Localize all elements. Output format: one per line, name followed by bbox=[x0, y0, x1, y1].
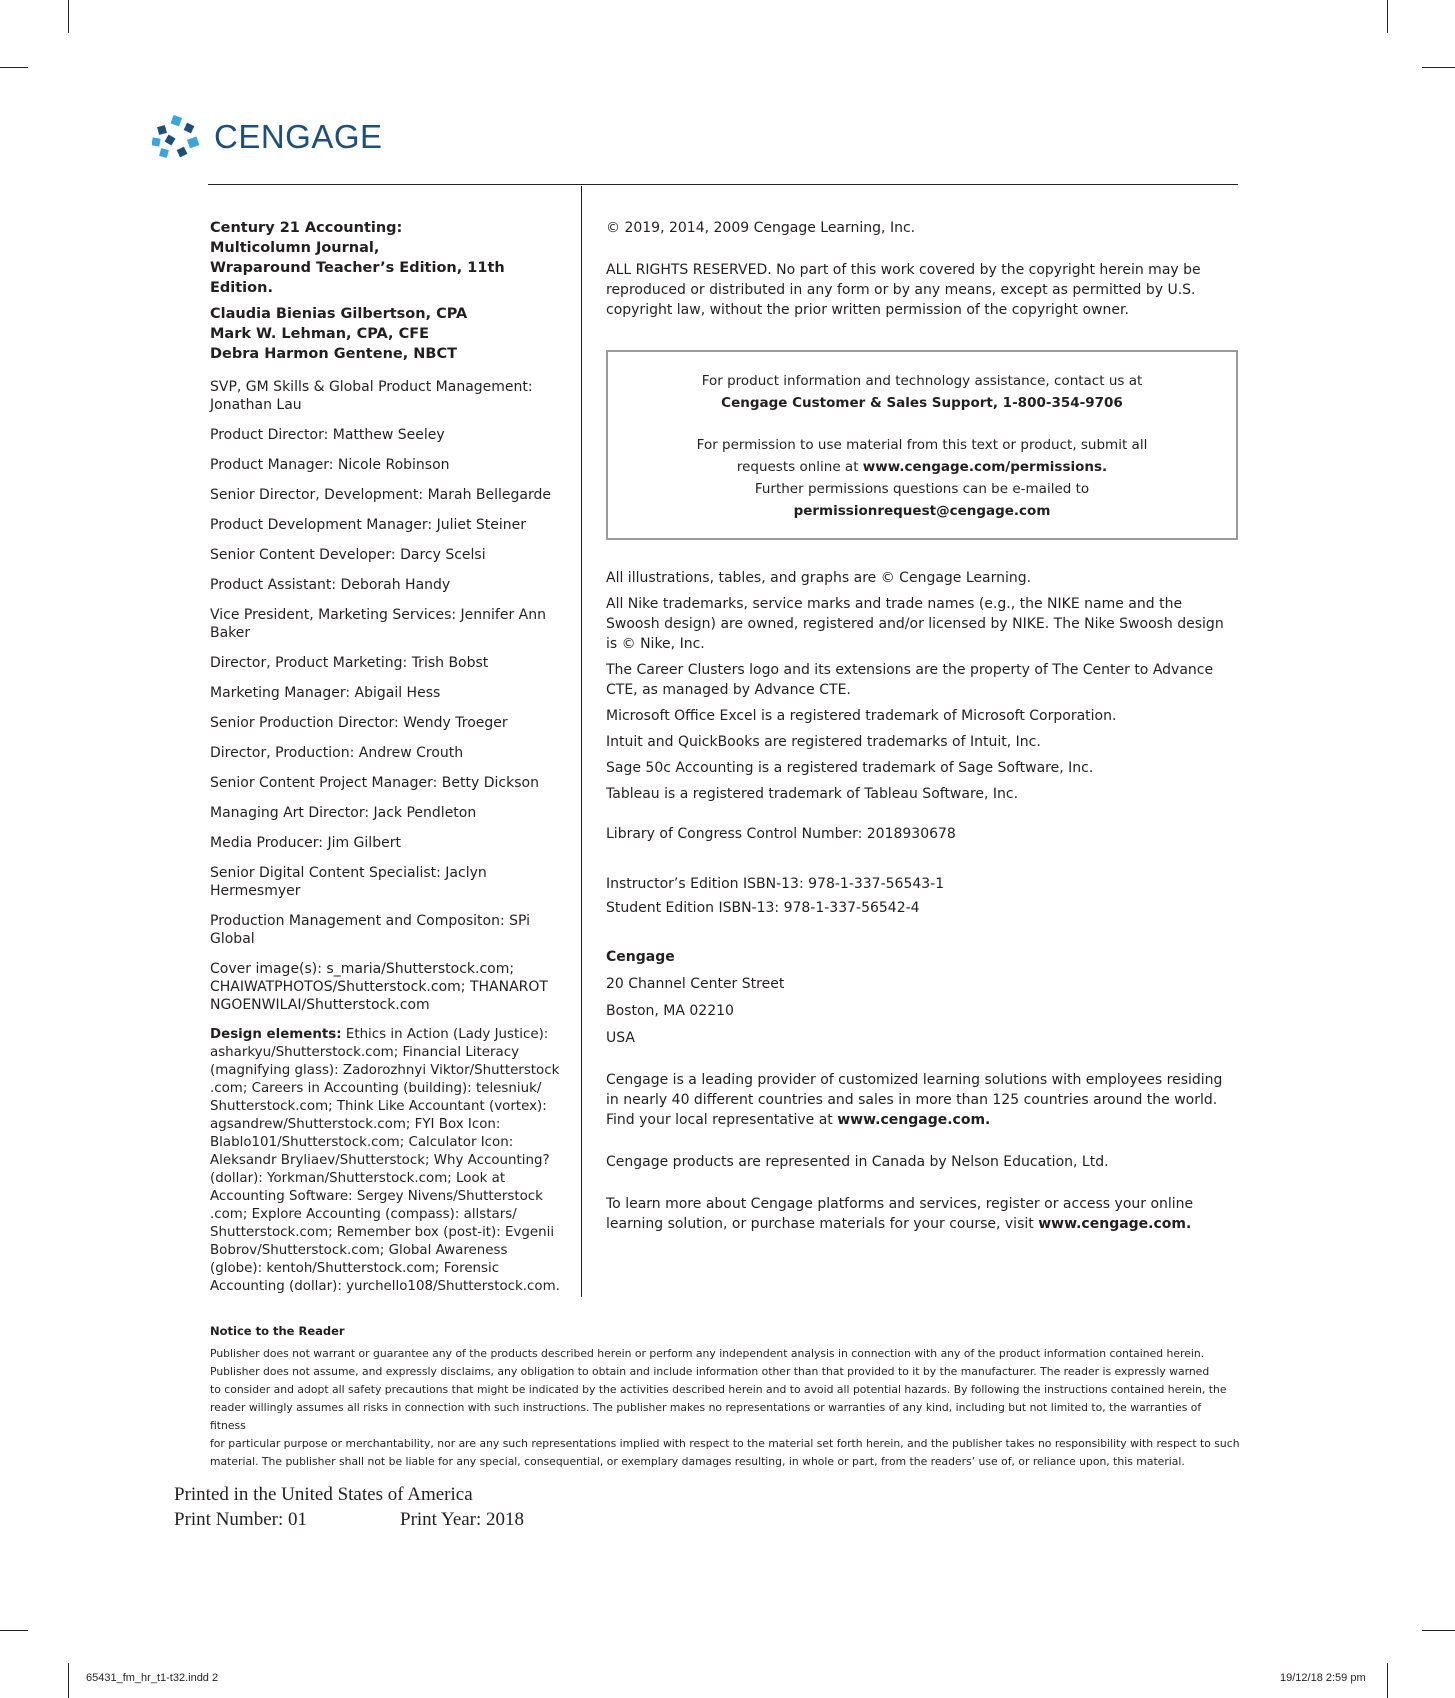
cengage-link[interactable]: www.cengage.com. bbox=[1038, 1216, 1192, 1232]
support-contact: Cengage Customer & Sales Support, 1-800-354-9706 bbox=[721, 395, 1123, 411]
permission-line: Further permissions questions can be e-mailed to bbox=[754, 481, 1090, 497]
crop-mark bbox=[0, 1630, 28, 1631]
about-text: Cengage is a leading provider of customized learning solutions with employees residing in nearly 40 different countries and sales in more than 125 countries around the world. Find your local representative at bbox=[606, 1072, 1223, 1128]
author: Mark W. Lehman, CPA, CFE bbox=[210, 326, 430, 342]
contact-box bbox=[606, 350, 1238, 540]
about-cengage bbox=[606, 1070, 1238, 1130]
book-title bbox=[210, 218, 562, 298]
footer-timestamp: 19/12/18 2:59 pm bbox=[1280, 1672, 1366, 1684]
crop-mark bbox=[0, 67, 28, 68]
crop-mark bbox=[68, 1663, 69, 1698]
book-title-line: Wraparound Teacher’s Edition, 11th Edition. bbox=[210, 260, 505, 296]
credit-line: Senior Production Director: Wendy Troeger bbox=[210, 715, 508, 731]
notice-line: Publisher does not assume, and expressly disclaims, any obligation to obtain and include information other than that provided to it by the manufacturer. The reader is expressly warned bbox=[210, 1365, 1210, 1378]
notice-to-reader bbox=[210, 1322, 1240, 1471]
crop-mark bbox=[1422, 67, 1455, 68]
credit-line: Director, Production: Andrew Crouth bbox=[210, 745, 464, 761]
trademark-line: Microsoft Office Excel is a registered trademark of Microsoft Corporation. bbox=[606, 708, 1117, 724]
credit-line: Vice President, Marketing Services: Jennifer Ann Baker bbox=[210, 607, 546, 641]
trademark-line: Intuit and QuickBooks are registered trademarks of Intuit, Inc. bbox=[606, 734, 1041, 750]
credit-line: Senior Director, Development: Marah Bellegarde bbox=[210, 487, 551, 503]
credit-line: Marketing Manager: Abigail Hess bbox=[210, 685, 441, 701]
contact-line: For product information and technology assistance, contact us at bbox=[701, 373, 1143, 389]
credit-line: Product Manager: Nicole Robinson bbox=[210, 457, 450, 473]
learn-more-text: To learn more about Cengage platforms and services, register or access your online learning solution, or purchase materials for your course, visit bbox=[606, 1196, 1194, 1232]
author: Debra Harmon Gentene, NBCT bbox=[210, 346, 458, 362]
design-elements-text: Ethics in Action (Lady Justice): asharkyu/Shutterstock.com; Financial Literacy (magnifying glass): Zadorozhnyi Viktor/Shutterstock .com; Careers in Accounting (building): telesniuk/ Shutterstock.com; Think Like Accountant (vortex): agsandrew/Shutterstock.com; FYI Box Icon: Blablo101/Shutterstock.com; Calculator Icon: Aleksandr Bryliaev/Shutterstock; Why Accounting? (dollar): Yorkman/Shutterstock.com; Look at Accounting Software: Sergey Nivens/Shutterstock .com; Explore Accounting (compass): allstars/ Shutterstock.com; Remember box (post-it): Evgenii Bobrov/Shutterstock.com; Global Awareness (globe): kentoh/Shutterstock.com; Forensic Accounting (dollar): yurchello108/Shutterstock.com. bbox=[210, 1027, 560, 1294]
top-rule bbox=[208, 184, 1238, 185]
publisher-name: Cengage bbox=[606, 949, 675, 965]
notice-line: Publisher does not warrant or guarantee any of the products described herein or perform any independent analysis in connection with any of the product information contained herein. bbox=[210, 1347, 1205, 1360]
cengage-logo-icon bbox=[152, 114, 202, 160]
notice-line: reader willingly assumes all risks in connection with such instructions. The publisher makes no representations or warranties of any kind, including but not limited to, the warranties of fitness bbox=[210, 1401, 1202, 1432]
permissions-email[interactable]: permissionrequest@cengage.com bbox=[793, 503, 1051, 519]
address-country: USA bbox=[606, 1030, 635, 1046]
crop-mark bbox=[1387, 0, 1388, 33]
notice-heading: Notice to the Reader bbox=[210, 1324, 345, 1338]
author: Claudia Bienias Gilbertson, CPA bbox=[210, 306, 468, 322]
credit-line: Product Development Manager: Juliet Steiner bbox=[210, 517, 527, 533]
crop-mark bbox=[1387, 1663, 1388, 1698]
trademark-line: All Nike trademarks, service marks and trade names (e.g., the NIKE name and the Swoosh design) are owned, registered and/or licensed by NIKE. The Nike Swoosh design is © Nike, Inc. bbox=[606, 596, 1224, 652]
footer-filename: 65431_fm_hr_t1-t32.indd 2 bbox=[86, 1672, 219, 1684]
cengage-logo-wordmark: CENGAGE bbox=[214, 118, 383, 155]
print-info bbox=[174, 1482, 524, 1532]
trademark-line: Tableau is a registered trademark of Tableau Software, Inc. bbox=[606, 786, 1019, 802]
credit-line: Cover image(s): s_maria/Shutterstock.com; CHAIWATPHOTOS/Shutterstock.com; THANAROT NGOENWILAI/Shutterstock.com bbox=[210, 961, 548, 1013]
permission-line: For permission to use material from this text or product, submit all bbox=[696, 437, 1148, 453]
crop-mark bbox=[68, 0, 69, 33]
credits-column bbox=[210, 218, 562, 1296]
book-title-line: Multicolumn Journal, bbox=[210, 240, 380, 256]
trademark-line: All illustrations, tables, and graphs are © Cengage Learning. bbox=[606, 570, 1032, 586]
crop-mark bbox=[1422, 1630, 1455, 1631]
address-city: Boston, MA 02210 bbox=[606, 1003, 734, 1019]
trademark-line: The Career Clusters logo and its extensions are the property of The Center to Advance CTE, as managed by Advance CTE. bbox=[606, 662, 1214, 698]
learn-more bbox=[606, 1194, 1238, 1234]
column-divider bbox=[581, 186, 582, 1297]
credit-line: SVP, GM Skills & Global Product Management: Jonathan Lau bbox=[210, 379, 533, 413]
copyright-notice: © 2019, 2014, 2009 Cengage Learning, Inc. bbox=[606, 220, 916, 236]
copyright-column bbox=[606, 218, 1238, 1234]
cengage-link[interactable]: www.cengage.com. bbox=[837, 1112, 991, 1128]
trademark-line: Sage 50c Accounting is a registered trademark of Sage Software, Inc. bbox=[606, 760, 1094, 776]
credit-line: Product Director: Matthew Seeley bbox=[210, 427, 445, 443]
cengage-logo bbox=[152, 112, 383, 162]
rights-reserved: ALL RIGHTS RESERVED. No part of this work covered by the copyright herein may be reproduced or distributed in any form or by any means, except as permitted by U.S. copyright law, without the prior written permission of the copyright owner. bbox=[606, 262, 1201, 318]
book-title-line: Century 21 Accounting: bbox=[210, 220, 403, 236]
credit-line: Production Management and Compositon: SPi Global bbox=[210, 913, 531, 947]
publisher-address bbox=[606, 944, 1238, 1052]
print-number: Print Number: 01 bbox=[174, 1509, 307, 1530]
credit-line: Media Producer: Jim Gilbert bbox=[210, 835, 401, 851]
notice-line: to consider and adopt all safety precautions that might be indicated by the activities described herein and to avoid all potential hazards. By following the instructions contained herein, the bbox=[210, 1383, 1227, 1396]
isbn-student: Student Edition ISBN-13: 978-1-337-56542-4 bbox=[606, 900, 920, 916]
permissions-link[interactable]: www.cengage.com/permissions. bbox=[862, 459, 1108, 475]
permission-line bbox=[628, 456, 1216, 478]
address-street: 20 Channel Center Street bbox=[606, 976, 785, 992]
print-year: Print Year: 2018 bbox=[400, 1509, 525, 1530]
notice-line: for particular purpose or merchantability, nor are any such representations implied with respect to the material set forth herein, and the publisher takes no responsibility with respect to such bbox=[210, 1437, 1240, 1450]
print-numbers bbox=[174, 1507, 524, 1532]
credit-line: Product Assistant: Deborah Handy bbox=[210, 577, 451, 593]
design-elements-label: Design elements: bbox=[210, 1027, 342, 1042]
isbn-instructor: Instructor’s Edition ISBN-13: 978-1-337-56543-1 bbox=[606, 876, 945, 892]
credit-line: Managing Art Director: Jack Pendleton bbox=[210, 805, 477, 821]
credit-line: Senior Digital Content Specialist: Jaclyn Hermesmyer bbox=[210, 865, 487, 899]
credit-line: Senior Content Developer: Darcy Scelsi bbox=[210, 547, 486, 563]
design-elements bbox=[210, 1026, 562, 1296]
permission-line-text: requests online at bbox=[736, 459, 863, 475]
authors bbox=[210, 304, 562, 364]
credit-line: Director, Product Marketing: Trish Bobst bbox=[210, 655, 489, 671]
printed-country: Printed in the United States of America bbox=[174, 1484, 473, 1505]
credit-line: Senior Content Project Manager: Betty Dickson bbox=[210, 775, 539, 791]
lccn: Library of Congress Control Number: 2018930678 bbox=[606, 826, 956, 842]
canada-notice: Cengage products are represented in Canada by Nelson Education, Ltd. bbox=[606, 1154, 1109, 1170]
trademarks bbox=[606, 568, 1238, 804]
notice-line: material. The publisher shall not be liable for any special, consequential, or exemplary damages resulting, in whole or part, from the readers’ use of, or reliance upon, this material. bbox=[210, 1455, 1185, 1468]
